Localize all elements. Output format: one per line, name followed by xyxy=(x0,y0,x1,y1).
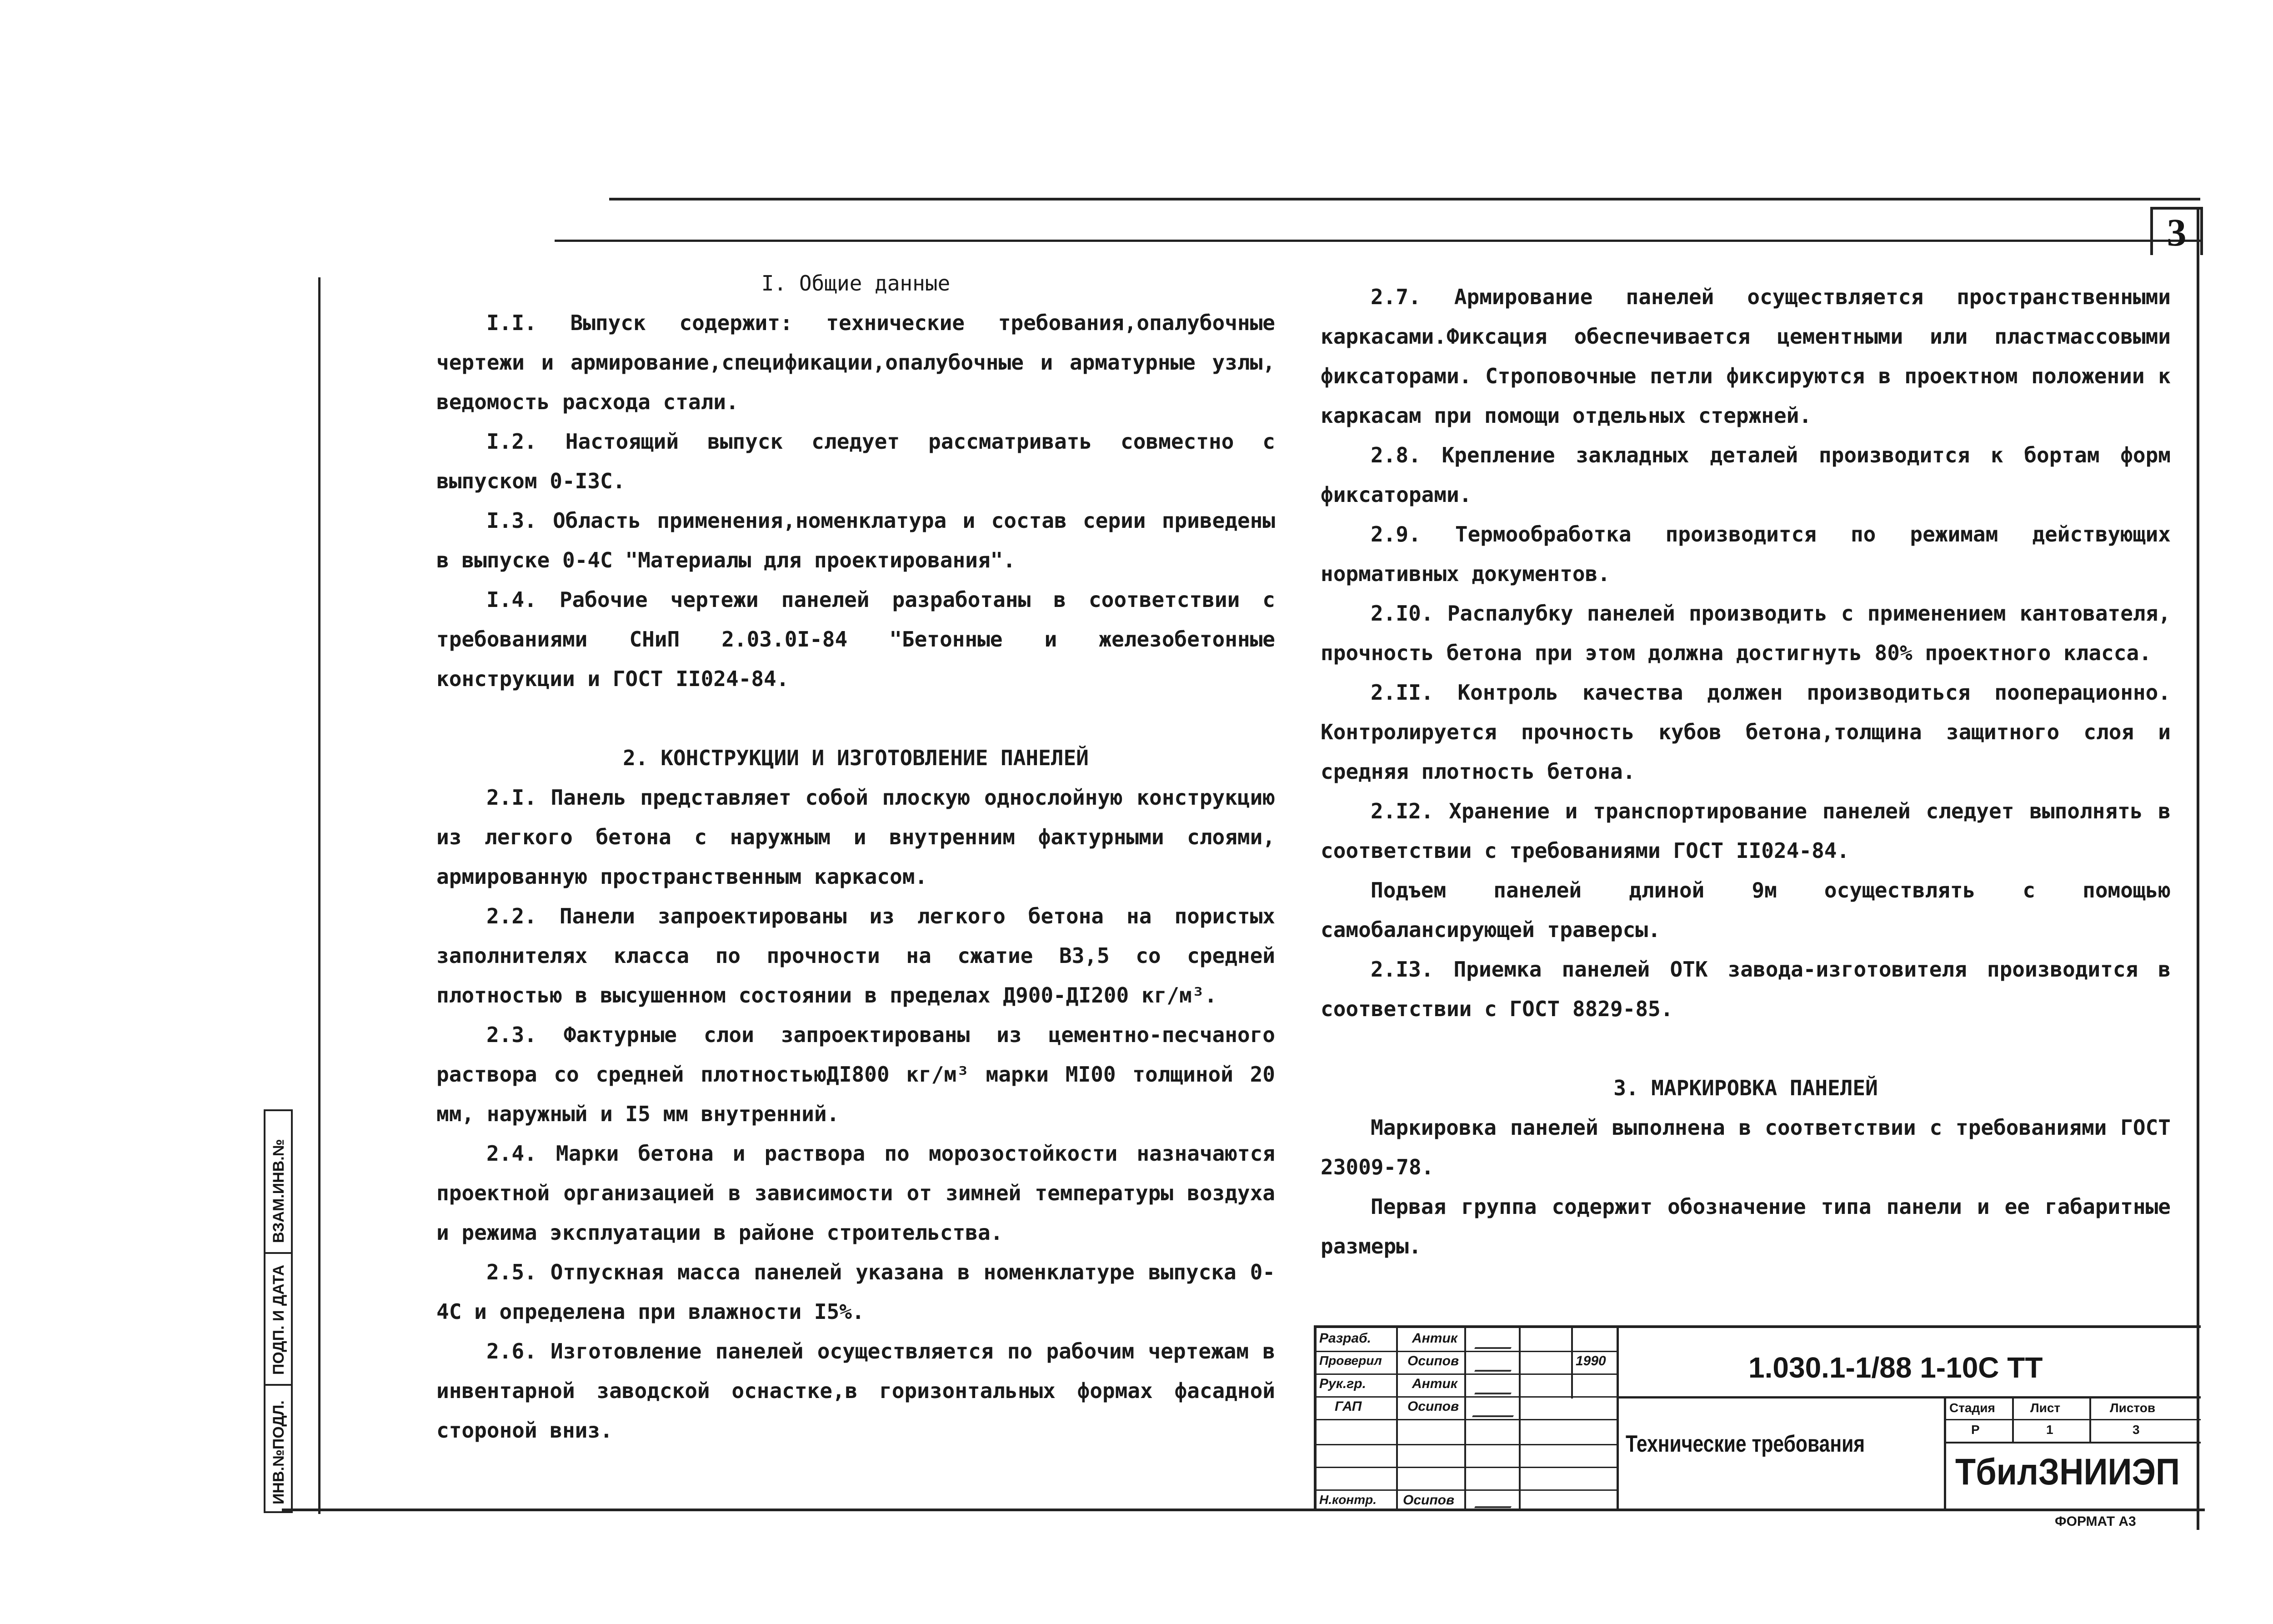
stage-value: Р xyxy=(1971,1423,1980,1437)
signature-checker xyxy=(1474,1356,1518,1372)
role-chief-architect: ГАП xyxy=(1335,1399,1362,1414)
sheet-number: 3 xyxy=(2150,207,2203,255)
side-stamp-sign-date: ПОДП. И ДАТА xyxy=(270,1264,287,1375)
paragraph-2-1: 2.I. Панель представляет собой плоскую однослойную конструкцию из легкого бетона с наружным и внутренним фактурными слоями, армированную пространственным каркасом. xyxy=(436,785,1275,889)
paragraph-1-1: I.I. Выпуск содержит: технические требования,опалубочные чертежи и армирование,спецификации,опалубочные и арматурные узлы, ведомость расхода стали. xyxy=(436,311,1275,414)
name-chief-architect: Осипов xyxy=(1407,1399,1459,1414)
paragraph-2-2: 2.2. Панели запроектированы из легкого бетона на пористых заполнителях класса по прочности на сжатие В3,5 со средней плотностью в высушенном состоянии в пределах Д900-ДI200 кг/м³. xyxy=(436,904,1275,1007)
role-group-lead: Рук.гр. xyxy=(1319,1376,1366,1391)
left-frame-line xyxy=(318,277,320,1514)
paragraph-2-13: 2.I3. Приемка панелей ОТК завода-изготовителя производится в соответствии с ГОСТ 8829-85. xyxy=(1321,957,2171,1021)
name-norm-control: Осипов xyxy=(1403,1493,1455,1508)
paragraph-2-3: 2.3. Фактурные слои запроектированы из цементно-песчаного раствора со средней плотностьюДI800 кг/м³ марки МI00 толщиной 20 мм, наружный и I5 мм внутренний. xyxy=(436,1023,1275,1126)
signature-chief-architect xyxy=(1472,1402,1520,1417)
paragraph-3-2: Первая группа содержит обозначение типа панели и ее габаритные размеры. xyxy=(1321,1194,2171,1258)
left-column xyxy=(436,264,1275,1450)
document-code: 1.030.1-1/88 1-10С ТТ xyxy=(1748,1351,2043,1384)
sheet-label: Лист xyxy=(2030,1401,2061,1415)
sheet-value: 1 xyxy=(2046,1423,2053,1437)
name-group-lead: Антик xyxy=(1412,1376,1457,1391)
paragraph-2-10: 2.I0. Распалубку панелей производить с применением кантователя, прочность бетона при этом должна достигнуть 80% проектного класса. xyxy=(1321,601,2171,665)
inner-frame-line xyxy=(555,240,2200,242)
stage-label: Стадия xyxy=(1949,1401,1995,1415)
section1-title: I. Общие данные xyxy=(761,271,951,296)
role-developer: Разраб. xyxy=(1319,1331,1371,1346)
paragraph-2-4: 2.4. Марки бетона и раствора по морозостойкости назначаются проектной организацией в зависимости от зимней температуры воздуха и режима эксплуатации в районе строительства. xyxy=(436,1141,1275,1245)
paragraph-2-8: 2.8. Крепление закладных деталей производится к бортам форм фиксаторами. xyxy=(1321,443,2171,507)
paragraph-2-11: 2.II. Контроль качества должен производиться пооперационно. Контролируется прочность кубов бетона,толщина защитного слоя и средняя плотность бетона. xyxy=(1321,680,2171,784)
name-checker: Осипов xyxy=(1407,1353,1459,1368)
name-developer: Антик xyxy=(1412,1331,1457,1346)
paragraph-1-2: I.2. Настоящий выпуск следует рассматривать совместно с выпуском 0-I3C. xyxy=(436,429,1275,493)
format-label: ФОРМАТ А3 xyxy=(2055,1514,2136,1529)
document-title: Технические требования xyxy=(1626,1431,1865,1457)
paragraph-2-9: 2.9. Термообработка производится по режимам действующих нормативных документов. xyxy=(1321,522,2171,586)
section2-title: 2. КОНСТРУКЦИИ И ИЗГОТОВЛЕНИЕ ПАНЕЛЕЙ xyxy=(623,746,1089,770)
side-stamp xyxy=(264,1109,293,1513)
signature-group-lead xyxy=(1474,1379,1518,1394)
paragraph-2-7: 2.7. Армирование панелей осуществляется пространственными каркасами.Фиксация обеспечивается цементными или пластмассовыми фиксаторами. Строповочные петли фиксируются в проектном положении к каркасам при помощи отдельных стержней. xyxy=(1321,285,2171,428)
year: 1990 xyxy=(1576,1353,1606,1368)
paragraph-3-1: Маркировка панелей выполнена в соответствии с требованиями ГОСТ 23009-78. xyxy=(1321,1115,2171,1179)
paragraph-2-12: 2.I2. Хранение и транспортирование панелей следует выполнять в соответствии с требованиями ГОСТ II024-84. xyxy=(1321,799,2171,863)
organization: ТбилЗНИИЭП xyxy=(1955,1451,2180,1493)
top-frame-line xyxy=(609,198,2200,200)
role-checker: Проверил xyxy=(1319,1353,1382,1368)
paragraph-1-3: I.3. Область применения,номенклатура и состав серии приведены в выпуске 0-4С "Материалы для проектирования". xyxy=(436,508,1275,572)
paragraph-2-12b: Подъем панелей длиной 9м осуществлять с помощью самобалансирующей траверсы. xyxy=(1321,878,2171,942)
signature-norm-control xyxy=(1474,1493,1518,1508)
title-block xyxy=(1314,1325,2201,1510)
section3-title: 3. МАРКИРОВКА ПАНЕЛЕЙ xyxy=(1613,1076,1878,1100)
signature-developer xyxy=(1474,1333,1518,1349)
side-stamp-inv-original: ИНВ.№ПОДЛ. xyxy=(270,1400,287,1504)
paragraph-1-4: I.4. Рабочие чертежи панелей разработаны в соответствии с требованиями СНиП 2.03.0I-84 "Бетонные и железобетонные конструкции и ГОСТ II024-84. xyxy=(436,587,1275,691)
sheets-label: Листов xyxy=(2110,1401,2156,1415)
paragraph-2-6: 2.6. Изготовление панелей осуществляется по рабочим чертежам в инвентарной заводской оснастке,в горизонтальных формах фасадной стороной вниз. xyxy=(436,1339,1275,1443)
sheets-value: 3 xyxy=(2133,1423,2140,1437)
right-column xyxy=(1321,277,2171,1266)
paragraph-2-5: 2.5. Отпускная масса панелей указана в номенклатуре выпуска 0-4С и определена при влажности I5%. xyxy=(436,1260,1275,1324)
role-norm-control: Н.контр. xyxy=(1319,1493,1377,1507)
side-stamp-replaced-inv: ВЗАМ.ИНВ.№ xyxy=(270,1139,287,1243)
